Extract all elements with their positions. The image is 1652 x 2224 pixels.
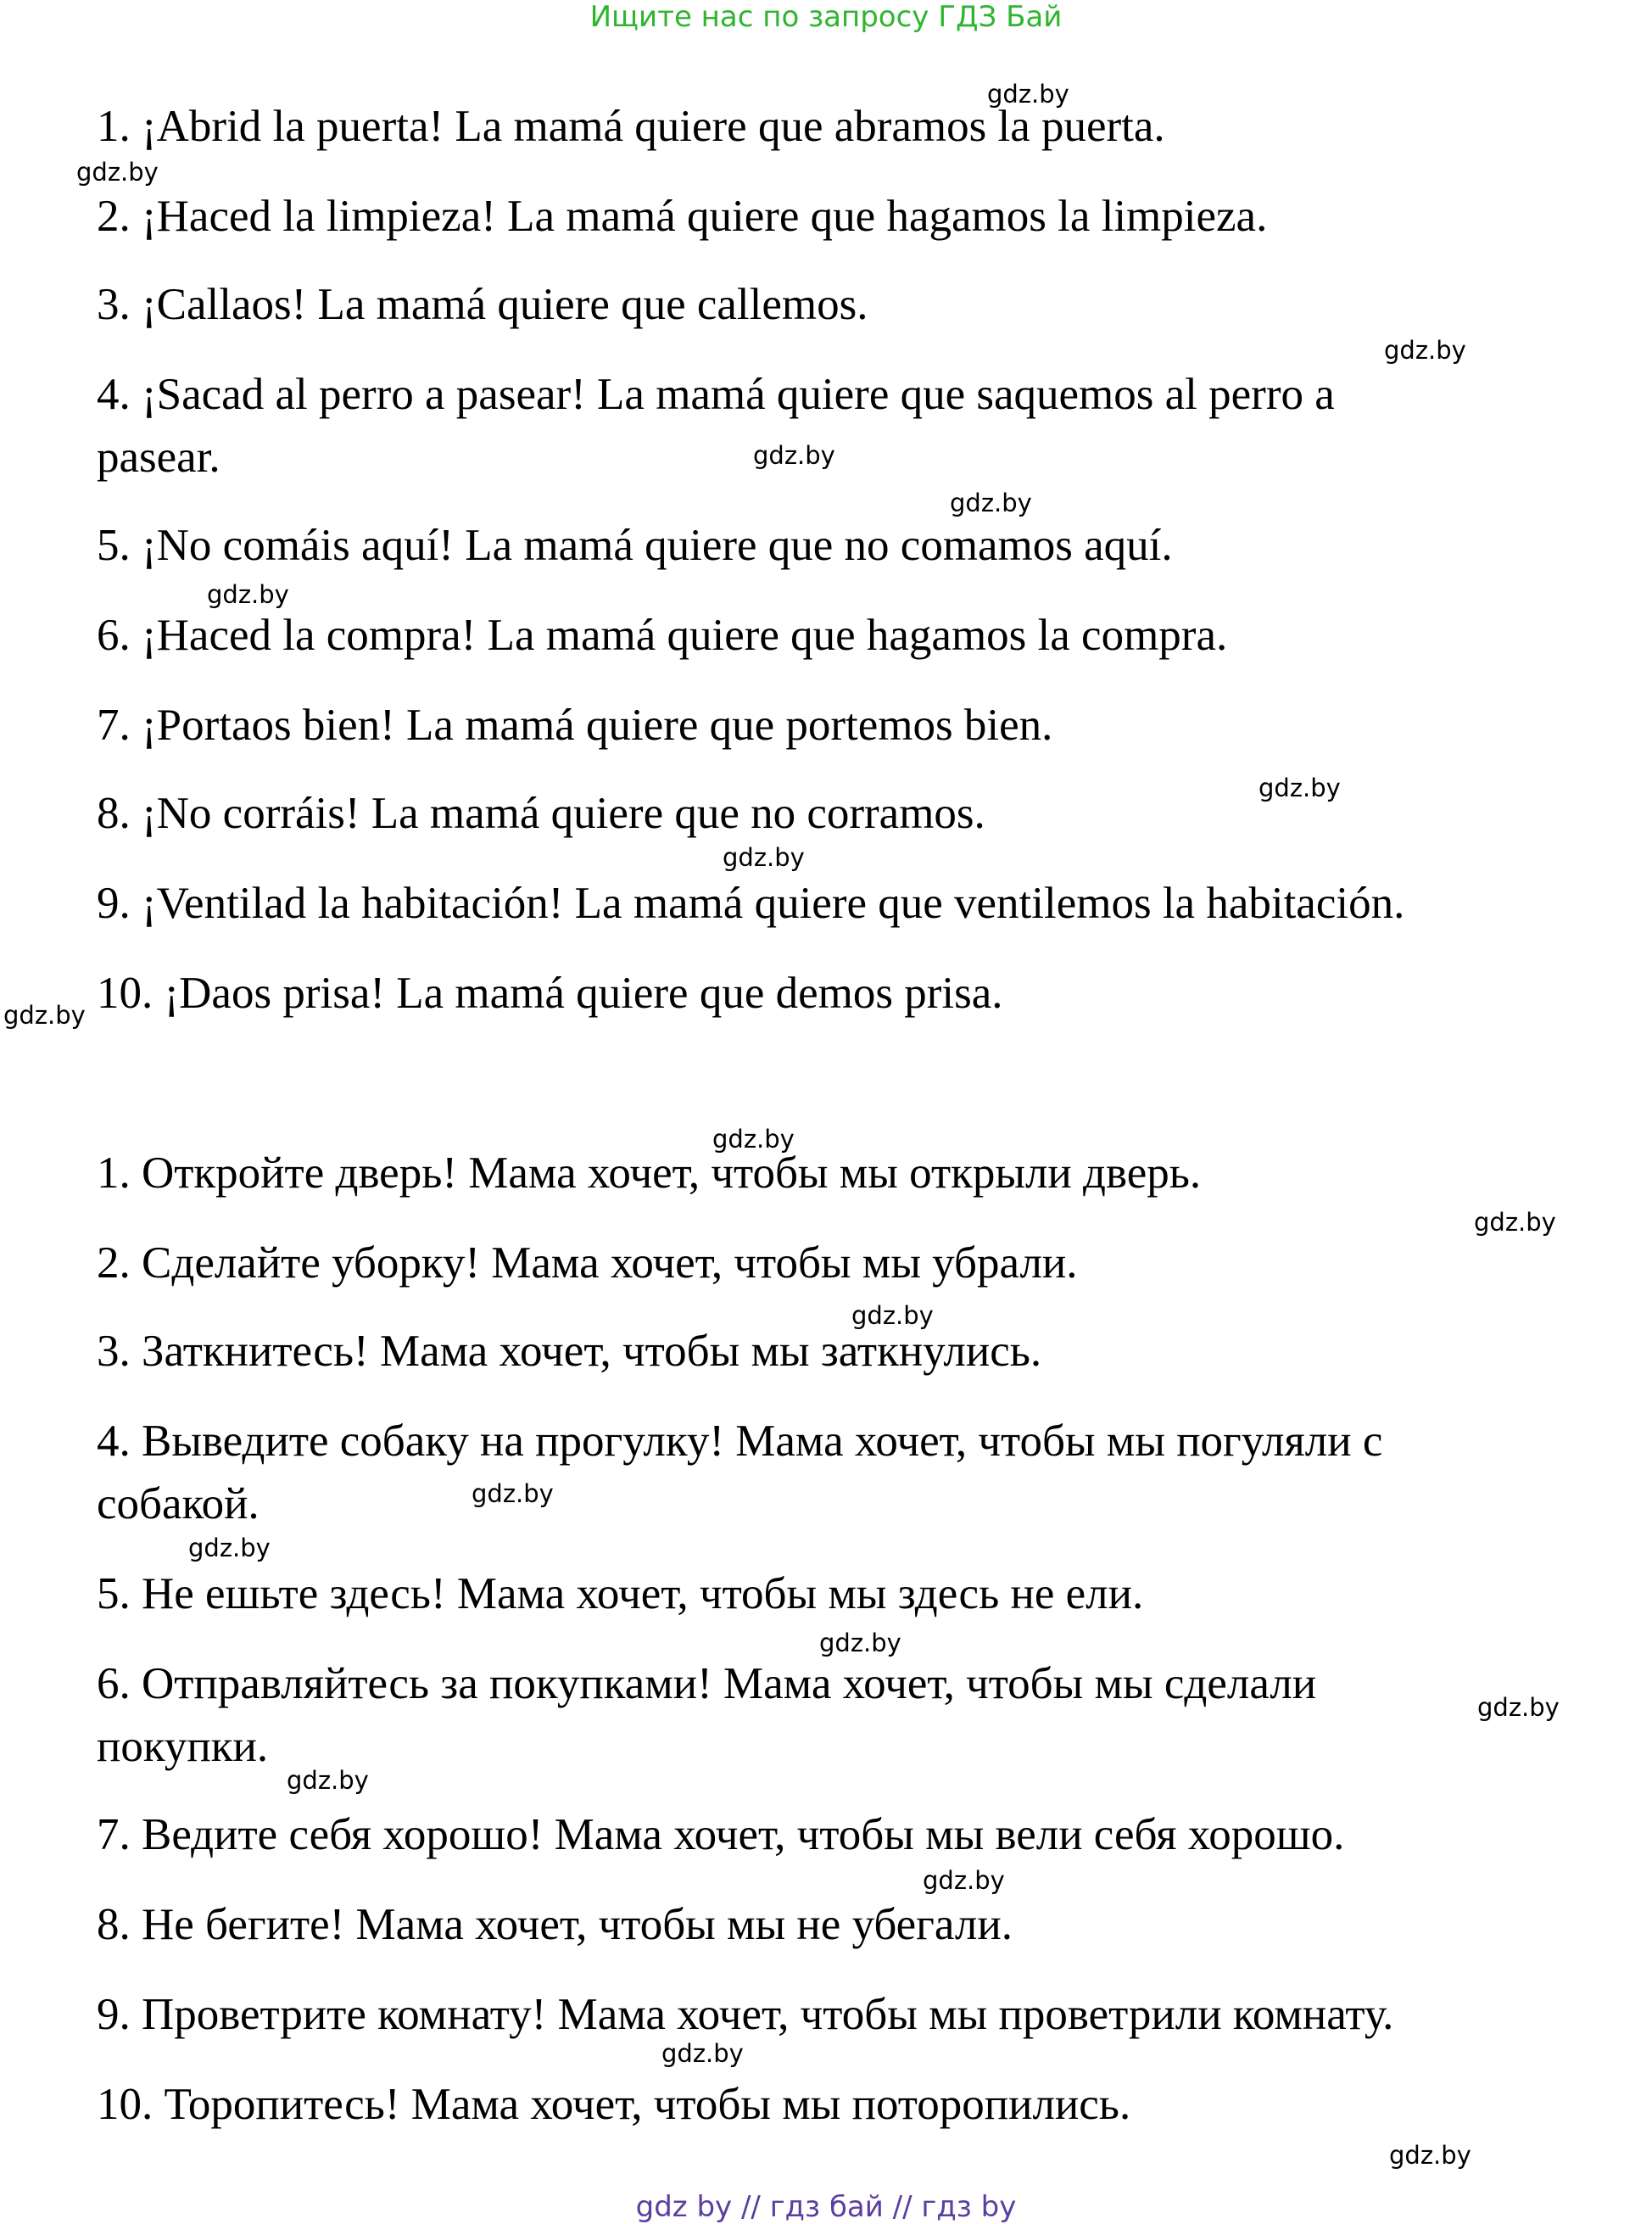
spanish-line-5: 5. ¡No comáis aquí! La mamá quiere que no comamos aquí. (97, 521, 1173, 570)
spanish-line-4b: pasear. (97, 433, 220, 482)
watermark: gdz.by (923, 1866, 1005, 1895)
spanish-line-1: 1. ¡Abrid la puerta! La mamá quiere que abramos la puerta. (97, 102, 1165, 151)
russian-line-5: 5. Не ешьте здесь! Мама хочет, чтобы мы здесь не ели. (97, 1569, 1144, 1618)
watermark: gdz.by (3, 1001, 86, 1030)
russian-line-8: 8. Не бегите! Мама хочет, чтобы мы не убегали. (97, 1900, 1013, 1949)
watermark: gdz.by (287, 1766, 369, 1795)
spanish-line-2: 2. ¡Haced la limpieza! La mamá quiere que hagamos la limpieza. (97, 192, 1268, 241)
watermark: gdz.by (661, 2039, 744, 2068)
russian-line-10: 10. Торопитесь! Мама хочет, чтобы мы поторопились. (97, 2080, 1131, 2129)
watermark: gdz.by (472, 1479, 554, 1508)
watermark: gdz.by (1389, 2141, 1471, 2170)
spanish-line-3: 3. ¡Callaos! La mamá quiere que callemos. (97, 280, 868, 329)
watermark: gdz.by (723, 843, 805, 872)
watermark: gdz.by (950, 489, 1032, 517)
russian-line-6a: 6. Отправляйтесь за покупками! Мама хочет, чтобы мы сделали (97, 1659, 1317, 1708)
watermark: gdz.by (819, 1629, 901, 1657)
spanish-line-4a: 4. ¡Sacad al perro a pasear! La mamá quiere que saquemos al perro a (97, 370, 1335, 419)
watermark: gdz.by (1384, 336, 1466, 365)
spanish-line-6: 6. ¡Haced la compra! La mamá quiere que hagamos la compra. (97, 611, 1228, 660)
spanish-line-10: 10. ¡Daos prisa! La mamá quiere que demos prisa. (97, 969, 1003, 1018)
watermark: gdz.by (1259, 774, 1341, 802)
watermark: gdz.by (76, 158, 159, 187)
russian-line-2: 2. Сделайте уборку! Мама хочет, чтобы мы убрали. (97, 1238, 1078, 1288)
watermark: gdz.by (987, 80, 1069, 109)
russian-line-4b: собакой. (97, 1479, 260, 1528)
watermark: gdz.by (712, 1125, 795, 1154)
watermark: gdz.by (1474, 1208, 1556, 1237)
russian-line-6b: покупки. (97, 1722, 269, 1771)
russian-line-3: 3. Заткнитесь! Мама хочет, чтобы мы заткнулись. (97, 1327, 1042, 1376)
russian-line-4a: 4. Выведите собаку на прогулку! Мама хочет, чтобы мы погуляли с (97, 1417, 1383, 1466)
watermark: gdz.by (851, 1301, 934, 1330)
watermark: gdz.by (188, 1534, 271, 1562)
russian-line-7: 7. Ведите себя хорошо! Мама хочет, чтобы мы вели себя хорошо. (97, 1810, 1345, 1859)
russian-line-9: 9. Проветрите комнату! Мама хочет, чтобы мы проветрили комнату. (97, 1990, 1394, 2039)
search-hint-header: Ищите нас по запросу ГДЗ Бай (589, 0, 1063, 34)
footer-links: gdz by // гдз бай // гдз by (635, 2190, 1017, 2224)
spanish-line-7: 7. ¡Portaos bien! La mamá quiere que portemos bien. (97, 701, 1053, 750)
watermark: gdz.by (207, 580, 289, 609)
spanish-line-8: 8. ¡No corráis! La mamá quiere que no corramos. (97, 789, 985, 838)
russian-line-1: 1. Откройте дверь! Мама хочет, чтобы мы открыли дверь. (97, 1148, 1202, 1198)
watermark: gdz.by (753, 441, 835, 470)
spanish-line-9: 9. ¡Ventilad la habitación! La mamá quiere que ventilemos la habitación. (97, 879, 1405, 928)
watermark: gdz.by (1477, 1693, 1560, 1722)
